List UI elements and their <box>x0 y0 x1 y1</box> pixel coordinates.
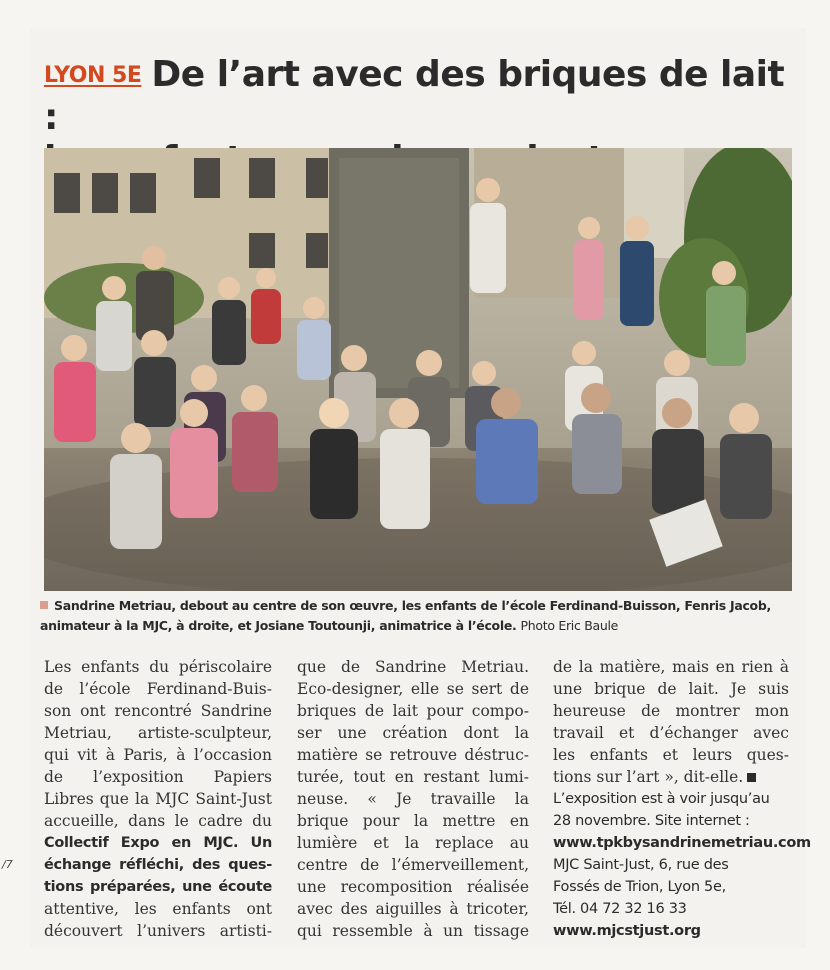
text-line: heureuse de montrer mon <box>553 702 789 720</box>
info-line: 28 novembre. Site internet : <box>553 813 750 829</box>
text-line: échange réfléchi, des ques- <box>44 857 272 873</box>
article-column-1 <box>44 656 272 942</box>
text-line: centre de l’émerveillement, <box>297 856 529 874</box>
text-line: qui vit à Paris, à l’occasion <box>44 746 272 764</box>
info-line: MJC Saint-Just, 6, rue des <box>553 857 729 873</box>
caption-text: Sandrine Metriau, debout au centre de son œuvre, les enfants de l’école Ferdinand-Buisson, Fenris Jacob, animateur à la MJC, à droite, et Josiane Toutounji, animatrice à l’école. <box>40 598 771 633</box>
group-photo <box>44 148 792 591</box>
text-line: qui ressemble à un tissage <box>297 922 529 940</box>
text-line: les enfants et leurs ques- <box>553 746 789 764</box>
caption-marker-icon <box>40 601 48 609</box>
text-line <box>553 766 789 788</box>
text-line: Les enfants du périscolaire <box>44 658 272 676</box>
info-mjc-link[interactable]: www.mjcstjust.org <box>553 923 701 939</box>
headline-line-1: De l’art avec des briques de lait : <box>44 54 785 138</box>
info-line: Tél. 04 72 32 16 33 <box>553 901 687 917</box>
photo-credit: Photo Eric Baule <box>520 618 619 633</box>
text-line: briques de lait pour compo- <box>297 702 529 720</box>
text-line: de l’école Ferdinand-Buis- <box>44 680 272 698</box>
text-line: de l’exposition Papiers <box>44 768 272 786</box>
info-line: L’exposition est à voir jusqu’au <box>553 791 770 807</box>
info-line: Fossés de Trion, Lyon 5e, <box>553 879 726 895</box>
text-line: Eco-designer, elle se sert de <box>297 680 529 698</box>
text-line: brique pour la mettre en <box>297 812 529 830</box>
text-line: une recomposition réalisée <box>297 878 529 896</box>
text-line: turée, tout en restant lumi- <box>297 768 529 786</box>
text-line: avec des aiguilles à tricoter, <box>297 900 529 918</box>
text-line: Libres que la MJC Saint-Just <box>44 790 272 808</box>
text-line: matière se retrouve déstruc- <box>297 746 529 764</box>
text-line: accueille, dans le cadre du <box>44 812 272 830</box>
photo-caption <box>40 596 805 636</box>
text-line: Metriau, artiste-sculpteur, <box>44 724 272 742</box>
text-line: Collectif Expo en MJC. Un <box>44 835 272 851</box>
text-line: tions préparées, une écoute <box>44 879 272 895</box>
newspaper-clipping <box>30 28 811 948</box>
end-of-article-icon <box>747 773 756 782</box>
text-line: que de Sandrine Metriau. <box>297 658 529 676</box>
text-line: découvert l’univers artisti- <box>44 922 272 940</box>
text-line-end: tions sur l’art », dit-elle. <box>553 768 744 786</box>
text-line: travail et d’échanger avec <box>553 724 789 742</box>
kicker-lyon-5e: LYON 5E <box>44 63 142 88</box>
text-line: son ont rencontré Sandrine <box>44 702 272 720</box>
margin-mark: /7 <box>2 858 13 871</box>
group-photo-illustration <box>44 148 792 591</box>
text-line: neuse. « Je travaille la <box>297 790 529 808</box>
article-column-2 <box>297 656 529 942</box>
text-line: lumière et la replace au <box>297 834 529 852</box>
article-column-3 <box>553 656 811 942</box>
text-line: une brique de lait. Je suis <box>553 680 789 698</box>
text-line: attentive, les enfants ont <box>44 900 272 918</box>
info-website-link[interactable]: www.tpkbysandrinemetriau.com <box>553 835 811 851</box>
text-line: de la matière, mais en rien à <box>553 658 789 676</box>
text-line: ser une création dont la <box>297 724 529 742</box>
